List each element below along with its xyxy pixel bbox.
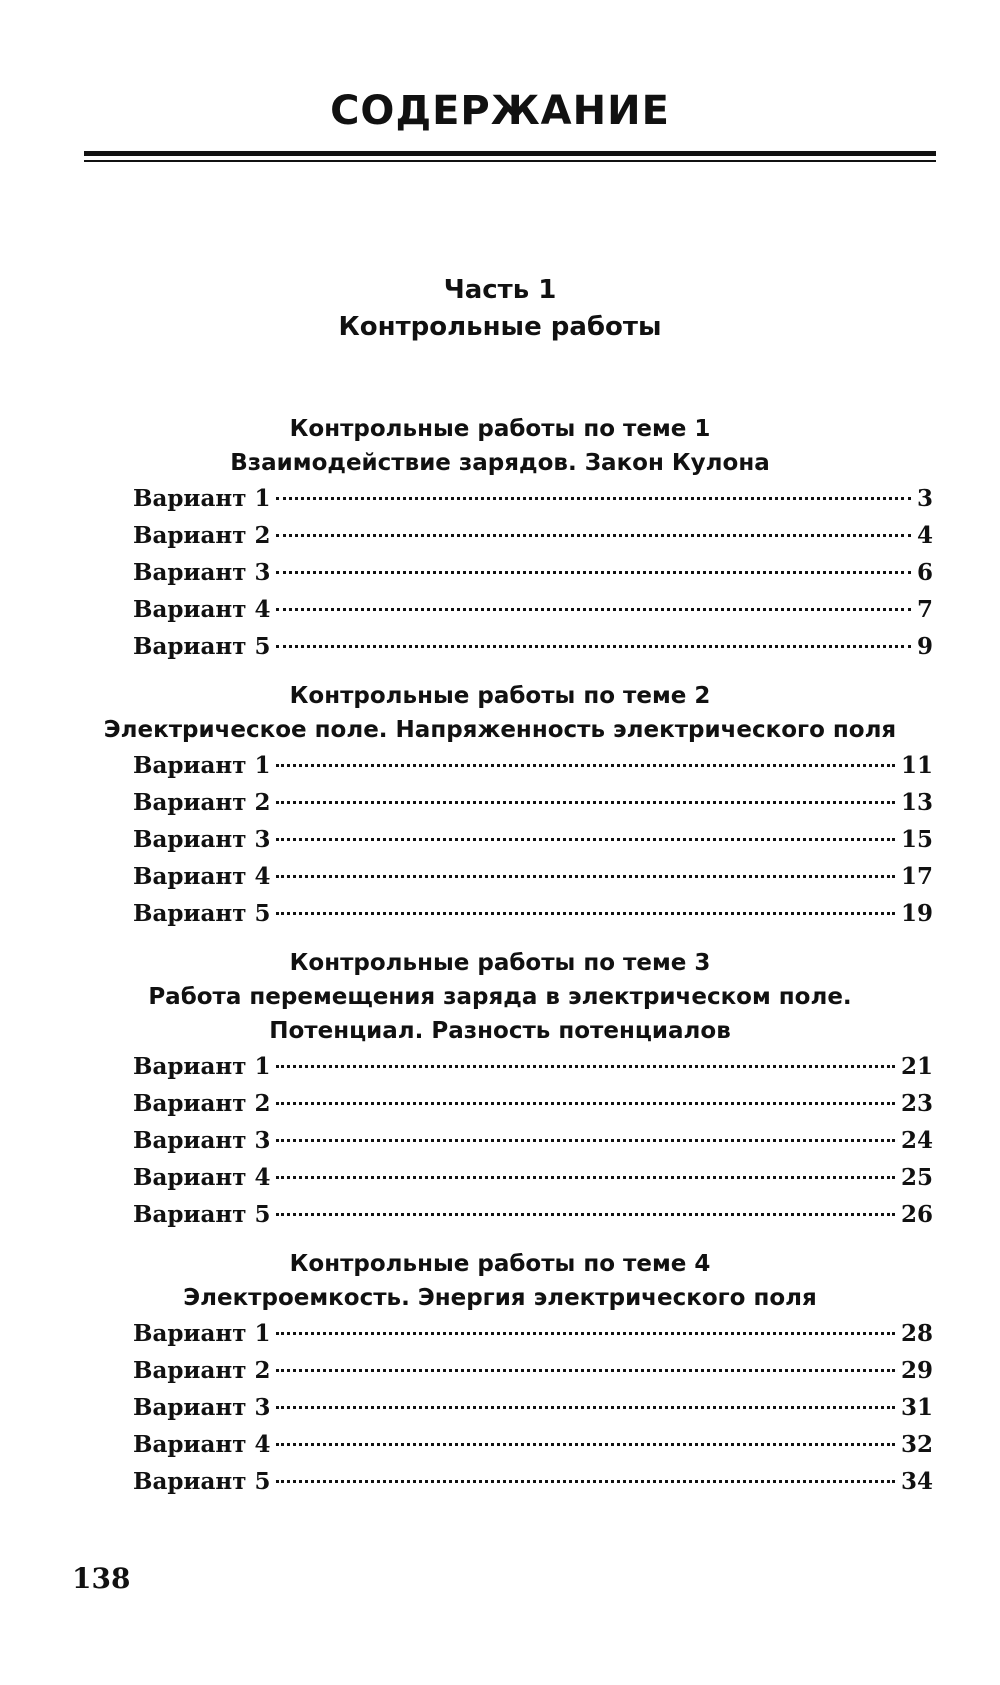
entry-page-number: 3 xyxy=(916,485,933,512)
section-heading-line: Работа перемещения заряда в электрическом поле. xyxy=(148,984,852,1010)
entry-label: Вариант 3 xyxy=(133,1394,271,1421)
entry-page-number: 21 xyxy=(900,1053,933,1080)
table-of-contents xyxy=(0,412,1000,1500)
entry-label: Вариант 3 xyxy=(133,826,271,853)
entry-label: Вариант 1 xyxy=(133,1053,271,1080)
dot-leader xyxy=(276,1406,895,1409)
toc-section-2 xyxy=(0,679,1000,932)
dot-leader xyxy=(276,534,911,537)
toc-entry xyxy=(133,895,933,932)
entry-list xyxy=(0,1048,1000,1233)
entry-label: Вариант 5 xyxy=(133,900,271,927)
part-heading xyxy=(0,272,1000,346)
entry-list xyxy=(0,747,1000,932)
entry-label: Вариант 1 xyxy=(133,485,271,512)
toc-entry xyxy=(133,747,933,784)
dot-leader xyxy=(276,497,911,500)
section-heading-line: Контрольные работы по теме 3 xyxy=(289,950,711,976)
entry-page-number: 4 xyxy=(916,522,933,549)
dot-leader xyxy=(276,912,895,915)
toc-section-4 xyxy=(0,1247,1000,1500)
entry-label: Вариант 4 xyxy=(133,1164,271,1191)
dot-leader xyxy=(276,1443,895,1446)
page-title: СОДЕРЖАНИЕ xyxy=(330,88,670,134)
toc-entry xyxy=(133,1426,933,1463)
entry-label: Вариант 2 xyxy=(133,1357,271,1384)
entry-page-number: 13 xyxy=(900,789,933,816)
toc-entry xyxy=(133,1159,933,1196)
dot-leader xyxy=(276,645,911,648)
dot-leader xyxy=(276,801,895,804)
dot-leader xyxy=(276,571,911,574)
entry-page-number: 32 xyxy=(900,1431,933,1458)
entry-label: Вариант 2 xyxy=(133,789,271,816)
title-rule-thin xyxy=(84,160,936,162)
entry-page-number: 17 xyxy=(900,863,933,890)
dot-leader xyxy=(276,1139,895,1142)
section-heading-line: Контрольные работы по теме 4 xyxy=(289,1251,711,1277)
dot-leader xyxy=(276,608,911,611)
entry-label: Вариант 1 xyxy=(133,1320,271,1347)
entry-page-number: 24 xyxy=(900,1127,933,1154)
toc-entry xyxy=(133,1463,933,1500)
section-heading xyxy=(0,679,1000,747)
entry-label: Вариант 5 xyxy=(133,633,271,660)
toc-entry xyxy=(133,517,933,554)
entry-page-number: 31 xyxy=(900,1394,933,1421)
entry-label: Вариант 3 xyxy=(133,559,271,586)
entry-page-number: 11 xyxy=(900,752,933,779)
entry-page-number: 29 xyxy=(900,1357,933,1384)
part-label: Часть 1 xyxy=(443,275,557,305)
dot-leader xyxy=(276,838,895,841)
dot-leader xyxy=(276,1213,895,1216)
section-heading-line: Контрольные работы по теме 2 xyxy=(289,683,711,709)
title-rule-thick xyxy=(84,151,936,156)
dot-leader xyxy=(276,875,895,878)
entry-page-number: 25 xyxy=(900,1164,933,1191)
entry-label: Вариант 2 xyxy=(133,522,271,549)
section-heading-line: Взаимодействие зарядов. Закон Кулона xyxy=(230,450,770,476)
section-heading xyxy=(0,1247,1000,1315)
dot-leader xyxy=(276,1332,895,1335)
section-heading-line: Контрольные работы по теме 1 xyxy=(289,416,711,442)
toc-entry xyxy=(133,480,933,517)
dot-leader xyxy=(276,1102,895,1105)
dot-leader xyxy=(276,764,895,767)
entry-page-number: 23 xyxy=(900,1090,933,1117)
toc-entry xyxy=(133,858,933,895)
entry-list xyxy=(0,480,1000,665)
toc-entry xyxy=(133,1315,933,1352)
entry-page-number: 15 xyxy=(900,826,933,853)
dot-leader xyxy=(276,1369,895,1372)
entry-label: Вариант 1 xyxy=(133,752,271,779)
entry-page-number: 26 xyxy=(900,1201,933,1228)
entry-page-number: 34 xyxy=(900,1468,933,1495)
toc-entry xyxy=(133,1352,933,1389)
entry-list xyxy=(0,1315,1000,1500)
dot-leader xyxy=(276,1065,895,1068)
toc-entry xyxy=(133,784,933,821)
entry-label: Вариант 5 xyxy=(133,1201,271,1228)
entry-label: Вариант 2 xyxy=(133,1090,271,1117)
toc-entry xyxy=(133,1389,933,1426)
dot-leader xyxy=(276,1176,895,1179)
entry-label: Вариант 5 xyxy=(133,1468,271,1495)
toc-entry xyxy=(133,591,933,628)
entry-page-number: 9 xyxy=(916,633,933,660)
entry-page-number: 7 xyxy=(916,596,933,623)
entry-label: Вариант 4 xyxy=(133,1431,271,1458)
dot-leader xyxy=(276,1480,895,1483)
entry-label: Вариант 4 xyxy=(133,596,271,623)
section-heading-line: Электрическое поле. Напряженность электрического поля xyxy=(103,717,897,743)
entry-page-number: 6 xyxy=(916,559,933,586)
toc-entry xyxy=(133,1196,933,1233)
entry-page-number: 19 xyxy=(900,900,933,927)
section-heading-line: Электроемкость. Энергия электрического поля xyxy=(183,1285,817,1311)
toc-entry xyxy=(133,628,933,665)
toc-entry xyxy=(133,821,933,858)
toc-entry xyxy=(133,1085,933,1122)
toc-section-1 xyxy=(0,412,1000,665)
entry-page-number: 28 xyxy=(900,1320,933,1347)
toc-entry xyxy=(133,554,933,591)
entry-label: Вариант 4 xyxy=(133,863,271,890)
toc-entry xyxy=(133,1048,933,1085)
toc-section-3 xyxy=(0,946,1000,1233)
section-heading-line: Потенциал. Разность потенциалов xyxy=(269,1018,731,1044)
section-heading xyxy=(0,412,1000,480)
toc-entry xyxy=(133,1122,933,1159)
entry-label: Вариант 3 xyxy=(133,1127,271,1154)
part-name: Контрольные работы xyxy=(338,312,662,342)
page-number: 138 xyxy=(72,1562,131,1595)
section-heading xyxy=(0,946,1000,1048)
